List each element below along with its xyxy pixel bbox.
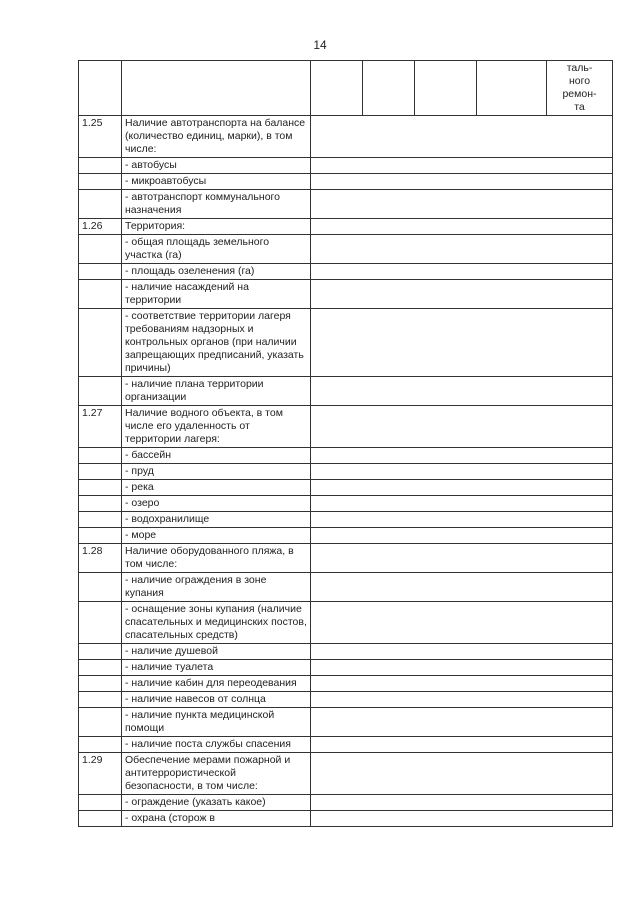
row-number xyxy=(79,448,122,464)
row-number xyxy=(79,158,122,174)
row-number xyxy=(79,811,122,827)
row-label: - охрана (сторож в xyxy=(122,811,311,827)
row-label: - бассейн xyxy=(122,448,311,464)
value-cell[interactable] xyxy=(311,464,613,480)
row-number xyxy=(79,708,122,737)
table-row xyxy=(79,235,613,264)
value-cell[interactable] xyxy=(311,377,613,406)
table-row xyxy=(79,644,613,660)
header-cell-name xyxy=(122,61,311,116)
value-cell[interactable] xyxy=(311,512,613,528)
header-cell xyxy=(415,61,477,116)
header-cell xyxy=(363,61,415,116)
row-label: - наличие душевой xyxy=(122,644,311,660)
value-cell[interactable] xyxy=(311,676,613,692)
value-cell[interactable] xyxy=(311,644,613,660)
table-row xyxy=(79,512,613,528)
table-row xyxy=(79,602,613,644)
row-label: - автобусы xyxy=(122,158,311,174)
row-number xyxy=(79,377,122,406)
value-cell[interactable] xyxy=(311,528,613,544)
value-cell[interactable] xyxy=(311,116,613,158)
table-row xyxy=(79,676,613,692)
table-row xyxy=(79,406,613,448)
row-number: 1.28 xyxy=(79,544,122,573)
value-cell[interactable] xyxy=(311,708,613,737)
row-number xyxy=(79,280,122,309)
row-label: - наличие кабин для переодевания xyxy=(122,676,311,692)
table-row xyxy=(79,528,613,544)
value-cell[interactable] xyxy=(311,280,613,309)
page-number: 14 xyxy=(313,38,327,52)
row-number xyxy=(79,496,122,512)
table-row xyxy=(79,692,613,708)
row-label: Обеспечение мерами пожарной и антитеррористической безопасности, в том числе: xyxy=(122,753,311,795)
table-row xyxy=(79,219,613,235)
value-cell[interactable] xyxy=(311,544,613,573)
header-text-line: ремон- xyxy=(562,88,597,100)
table-row xyxy=(79,464,613,480)
table-row xyxy=(79,573,613,602)
header-cell xyxy=(311,61,363,116)
header-cell-num xyxy=(79,61,122,116)
value-cell[interactable] xyxy=(311,190,613,219)
table-row xyxy=(79,264,613,280)
row-label: - автотранспорт коммунального назначения xyxy=(122,190,311,219)
table-row xyxy=(79,116,613,158)
table-row xyxy=(79,496,613,512)
row-number xyxy=(79,512,122,528)
row-number xyxy=(79,464,122,480)
table-row xyxy=(79,448,613,464)
row-label: - микроавтобусы xyxy=(122,174,311,190)
row-label: Наличие оборудованного пляжа, в том числе: xyxy=(122,544,311,573)
value-cell[interactable] xyxy=(311,811,613,827)
header-row xyxy=(79,61,613,116)
table-row xyxy=(79,660,613,676)
value-cell[interactable] xyxy=(311,158,613,174)
row-label: - наличие туалета xyxy=(122,660,311,676)
row-label: Наличие автотранспорта на балансе (количество единиц, марки), в том числе: xyxy=(122,116,311,158)
table-row xyxy=(79,737,613,753)
header-text-line: таль- xyxy=(566,62,593,74)
row-label: - наличие ограждения в зоне купания xyxy=(122,573,311,602)
row-label: - площадь озеленения (га) xyxy=(122,264,311,280)
row-label: - наличие поста службы спасения xyxy=(122,737,311,753)
value-cell[interactable] xyxy=(311,174,613,190)
table-row xyxy=(79,795,613,811)
row-number xyxy=(79,660,122,676)
value-cell[interactable] xyxy=(311,235,613,264)
row-number xyxy=(79,309,122,377)
row-number xyxy=(79,528,122,544)
row-number xyxy=(79,602,122,644)
row-number xyxy=(79,644,122,660)
header-cell xyxy=(477,61,547,116)
table-row xyxy=(79,753,613,795)
table-row xyxy=(79,190,613,219)
value-cell[interactable] xyxy=(311,264,613,280)
row-label: - наличие насаждений на территории xyxy=(122,280,311,309)
table-row xyxy=(79,158,613,174)
row-number xyxy=(79,573,122,602)
header-text-line: ного xyxy=(568,75,591,87)
row-label: - наличие навесов от солнца xyxy=(122,692,311,708)
value-cell[interactable] xyxy=(311,219,613,235)
value-cell[interactable] xyxy=(311,309,613,377)
value-cell[interactable] xyxy=(311,737,613,753)
value-cell[interactable] xyxy=(311,496,613,512)
table-row xyxy=(79,377,613,406)
row-label: - оснащение зоны купания (наличие спасательных и медицинских постов, спасательных средств) xyxy=(122,602,311,644)
header-cell-repair xyxy=(547,61,613,116)
row-number xyxy=(79,692,122,708)
row-number xyxy=(79,235,122,264)
row-label: - общая площадь земельного участка (га) xyxy=(122,235,311,264)
value-cell[interactable] xyxy=(311,692,613,708)
row-label: Территория: xyxy=(122,219,311,235)
row-label: - ограждение (указать какое) xyxy=(122,795,311,811)
value-cell[interactable] xyxy=(311,406,613,448)
table-row xyxy=(79,708,613,737)
table-row xyxy=(79,480,613,496)
value-cell[interactable] xyxy=(311,602,613,644)
row-label: - наличие плана территории организации xyxy=(122,377,311,406)
table-row xyxy=(79,811,613,827)
row-number: 1.25 xyxy=(79,116,122,158)
value-cell[interactable] xyxy=(311,573,613,602)
value-cell[interactable] xyxy=(311,660,613,676)
row-number xyxy=(79,480,122,496)
table-row xyxy=(79,544,613,573)
table-row xyxy=(79,309,613,377)
row-label: - водохранилище xyxy=(122,512,311,528)
row-label: - пруд xyxy=(122,464,311,480)
row-label: - наличие пункта медицинской помощи xyxy=(122,708,311,737)
row-number xyxy=(79,676,122,692)
value-cell[interactable] xyxy=(311,480,613,496)
table-row xyxy=(79,280,613,309)
row-number xyxy=(79,737,122,753)
row-number xyxy=(79,264,122,280)
value-cell[interactable] xyxy=(311,753,613,795)
row-number xyxy=(79,174,122,190)
row-number xyxy=(79,795,122,811)
row-number: 1.26 xyxy=(79,219,122,235)
value-cell[interactable] xyxy=(311,448,613,464)
value-cell[interactable] xyxy=(311,795,613,811)
row-label: - море xyxy=(122,528,311,544)
row-number: 1.29 xyxy=(79,753,122,795)
row-label: - озеро xyxy=(122,496,311,512)
row-number xyxy=(79,190,122,219)
form-table xyxy=(78,60,613,827)
row-label: Наличие водного объекта, в том числе его удаленность от территории лагеря: xyxy=(122,406,311,448)
header-text-line: та xyxy=(574,101,585,113)
row-number: 1.27 xyxy=(79,406,122,448)
row-label: - река xyxy=(122,480,311,496)
table-row xyxy=(79,174,613,190)
row-label: - соответствие территории лагеря требованиям надзорных и контрольных органов (при наличии запрещающих предписаний, указать причины) xyxy=(122,309,311,377)
